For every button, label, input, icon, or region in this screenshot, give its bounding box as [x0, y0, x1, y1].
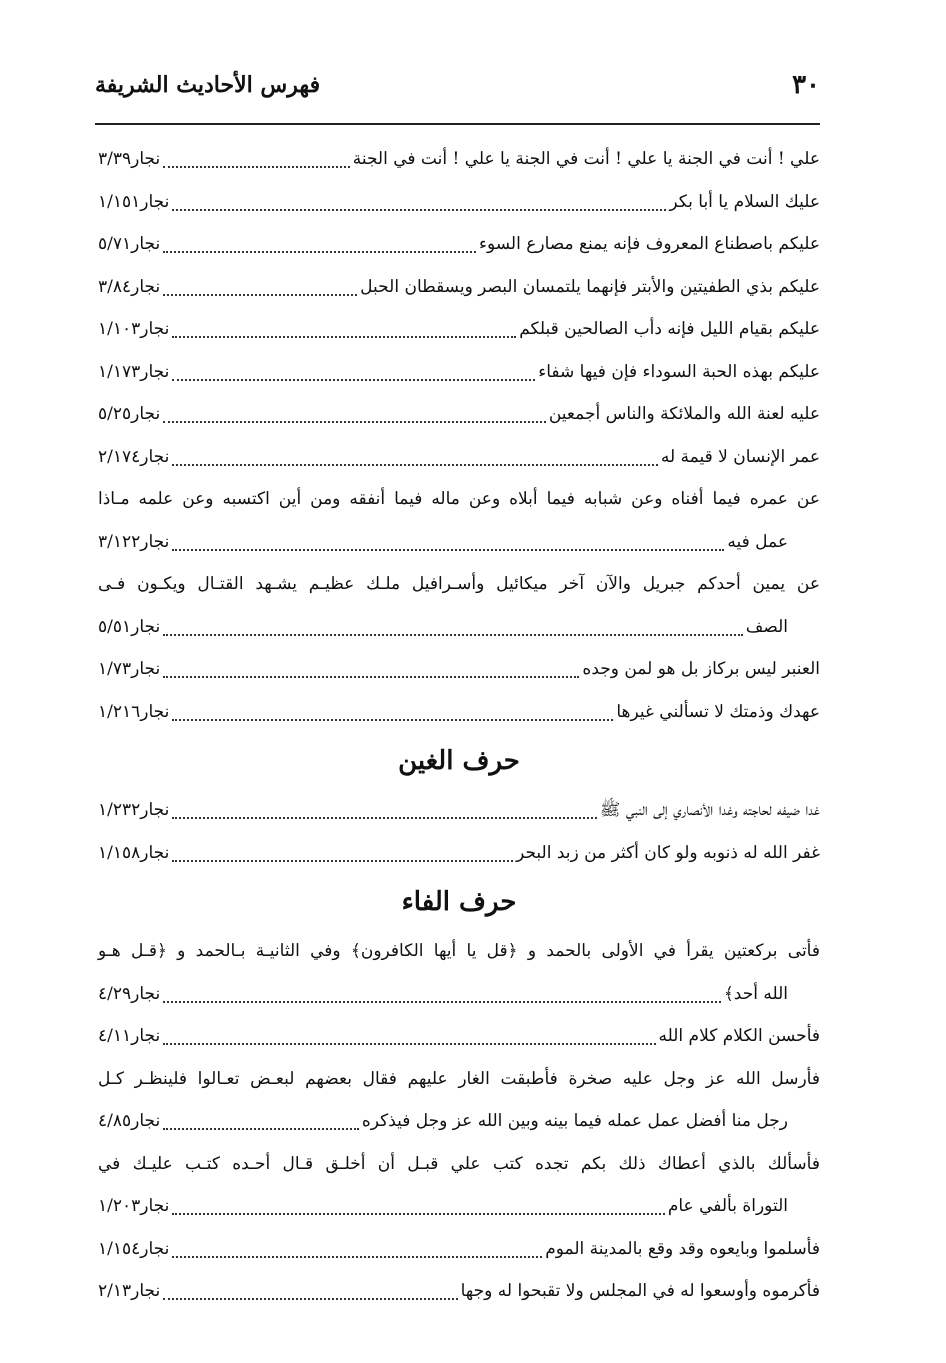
- index-entry-continuation: [98, 1100, 820, 1143]
- entry-reference: نجار١/١٧٣: [98, 361, 170, 382]
- entry-text-first-line: عن يمين أحدكم جبريل والآن آخر ميكائيل وأسـرافيل ملـك عظيـم يشـهد القتـال ويكـون فـى: [98, 574, 820, 594]
- hadith-index-list: [98, 138, 820, 1313]
- entry-text: الصف: [745, 616, 788, 637]
- dot-leader: [172, 719, 613, 721]
- dot-leader: [172, 209, 666, 211]
- dot-leader: [172, 464, 657, 466]
- index-entry: [98, 832, 820, 875]
- section-heading-fa: حرف الفاء: [401, 887, 517, 917]
- index-entry: [98, 436, 820, 479]
- index-entry: [98, 691, 820, 734]
- entry-text: عليكم بقيام الليل فإنه دأب الصالحين قبلكم: [519, 319, 820, 339]
- entry-text: علي ! أنت في الجنة يا علي ! أنت في الجنة يا علي ! أنت في الجنة: [352, 149, 820, 169]
- dot-leader: [163, 1298, 457, 1300]
- entry-text: عهدك وذمتك لا تسألني غيرها: [616, 701, 820, 722]
- dot-leader: [172, 817, 597, 819]
- dot-leader: [172, 860, 513, 862]
- dot-leader: [163, 421, 546, 423]
- entry-reference: نجار٣/١٢٢: [98, 531, 170, 552]
- index-entry: [98, 138, 820, 181]
- entry-reference: نجار١/١٥٨: [98, 842, 170, 863]
- dot-leader: [163, 166, 349, 168]
- entry-text-first-line: فأتى بركعتين يقرأ في الأولى بالحمد و ﴿قل يا أيها الكافرون﴾ وفي الثانيـة بـالحمد و ﴿قـل هـو: [98, 941, 820, 961]
- entry-reference: نجار٥/٥١: [98, 616, 161, 637]
- index-entry-continuation: [98, 521, 820, 564]
- index-entry: [98, 223, 820, 266]
- dot-leader: [172, 1256, 542, 1258]
- entry-reference: نجار٤/٢٩: [98, 983, 161, 1004]
- entry-text-first-line: فأسألك بالذي أعطاك ذلك بكم تجده كتب علي قبـل أن أخلـق قـال أحـده كتـب عليـك في: [98, 1153, 820, 1174]
- page-header: [95, 62, 820, 112]
- entry-text: رجل منا أفضل عمل عمله فيما بينه وبين الله عز وجل فيذكره: [361, 1111, 788, 1131]
- dot-leader: [163, 634, 743, 636]
- entry-text: عمر الإنسان لا قيمة له: [660, 446, 820, 467]
- index-entry: [98, 308, 820, 351]
- dot-leader: [172, 379, 535, 381]
- dot-leader: [163, 676, 579, 678]
- entry-text: عليكم بهذه الحبة السوداء فإن فيها شفاء: [538, 361, 820, 382]
- entry-text: عليكم باصطناع المعروف فإنه يمنع مصارع السوء: [478, 234, 820, 254]
- entry-reference: نجار٥/٧١: [98, 234, 161, 254]
- index-entry: [98, 1270, 820, 1313]
- running-title: فهرس الأحاديث الشريفة: [95, 72, 321, 98]
- entry-reference: نجار٤/١١: [98, 1026, 161, 1046]
- index-entry: [98, 789, 820, 832]
- index-entry: [98, 351, 820, 394]
- index-entry-continuation: [98, 1185, 820, 1228]
- entry-text-first-line: عن عمره فيما أفناه وعن شبابه فيما أبلاه وعن ماله فيما أنفقه ومن أين اكتسبه وعن علمه مـاذا: [98, 489, 820, 509]
- entry-text: التوراة بألفي عام: [667, 1196, 788, 1216]
- dot-leader: [163, 1043, 655, 1045]
- header-rule: [95, 123, 820, 125]
- index-entry: [98, 1228, 820, 1271]
- entry-reference: نجار١/١٥٤: [98, 1238, 170, 1259]
- dot-leader: [172, 1213, 664, 1215]
- index-entry: [98, 393, 820, 436]
- index-entry: [98, 648, 820, 691]
- section-heading-ghain: حرف الغين: [398, 746, 520, 776]
- entry-text: عليك السلام يا أبا بكر: [669, 191, 820, 212]
- entry-text: غدا ضيفه لحاجته وغدا الأنصاري إلى النبي ﷺ: [599, 800, 820, 820]
- entry-reference: نجار١/١٠٣: [98, 319, 170, 339]
- entry-text: العنبر ليس بركاز بل هو لمن وجده: [582, 659, 820, 679]
- entry-reference: نجار٤/٨٥: [98, 1111, 161, 1131]
- entry-text: فأكرموه وأوسعوا له في المجلس ولا تقبحوا له وجها: [460, 1281, 820, 1301]
- dot-leader: [163, 1001, 721, 1003]
- entry-text: عمل فيه: [727, 531, 788, 552]
- entry-text: فأسلموا وبايعوه وقد وقع بالمدينة الموم: [545, 1238, 820, 1259]
- entry-text: عليكم بذي الطفيتين والأبتر فإنهما يلتمسان البصر ويسقطان الحبل: [360, 276, 820, 297]
- entry-reference: نجار١/٧٣: [98, 659, 161, 679]
- entry-reference: نجار٢/١٧٤: [98, 446, 170, 467]
- entry-reference: نجار٥/٢٥: [98, 404, 161, 424]
- entry-reference: نجار١/٢١٦: [98, 701, 170, 722]
- entry-text: عليه لعنة الله والملائكة والناس أجمعين: [548, 404, 820, 424]
- dot-leader: [172, 336, 516, 338]
- index-entry: [98, 181, 820, 224]
- entry-reference: نجار٢/١٣: [98, 1281, 161, 1301]
- entry-text-first-line: فأرسل الله عز وجل عليه صخرة فأطبقت الغار عليهم فقال بعضهم لبعـض تعـالوا فلينظـر كـل: [98, 1068, 820, 1089]
- index-entry: [98, 1015, 820, 1058]
- index-entry-continuation: [98, 606, 820, 649]
- index-entry: [98, 266, 820, 309]
- dot-leader: [172, 549, 724, 551]
- entry-reference: نجار١/٢٠٣: [98, 1196, 170, 1216]
- entry-reference: نجار٣/٣٩: [98, 149, 161, 169]
- dot-leader: [163, 1128, 359, 1130]
- entry-reference: نجار١/١٥١: [98, 191, 170, 212]
- index-entry-continuation: [98, 973, 820, 1016]
- entry-reference: نجار٣/٨٤: [98, 276, 161, 297]
- entry-text: غفر الله له ذنوبه ولو كان أكثر من زبد البحر: [516, 842, 820, 863]
- entry-reference: نجار١/٢٣٢: [98, 800, 170, 820]
- entry-text: الله أحد﴾: [723, 983, 788, 1004]
- page-number: ٣٠: [792, 70, 820, 100]
- dot-leader: [163, 251, 476, 253]
- entry-text: فأحسن الكلام كلام الله: [658, 1026, 820, 1046]
- dot-leader: [163, 294, 357, 296]
